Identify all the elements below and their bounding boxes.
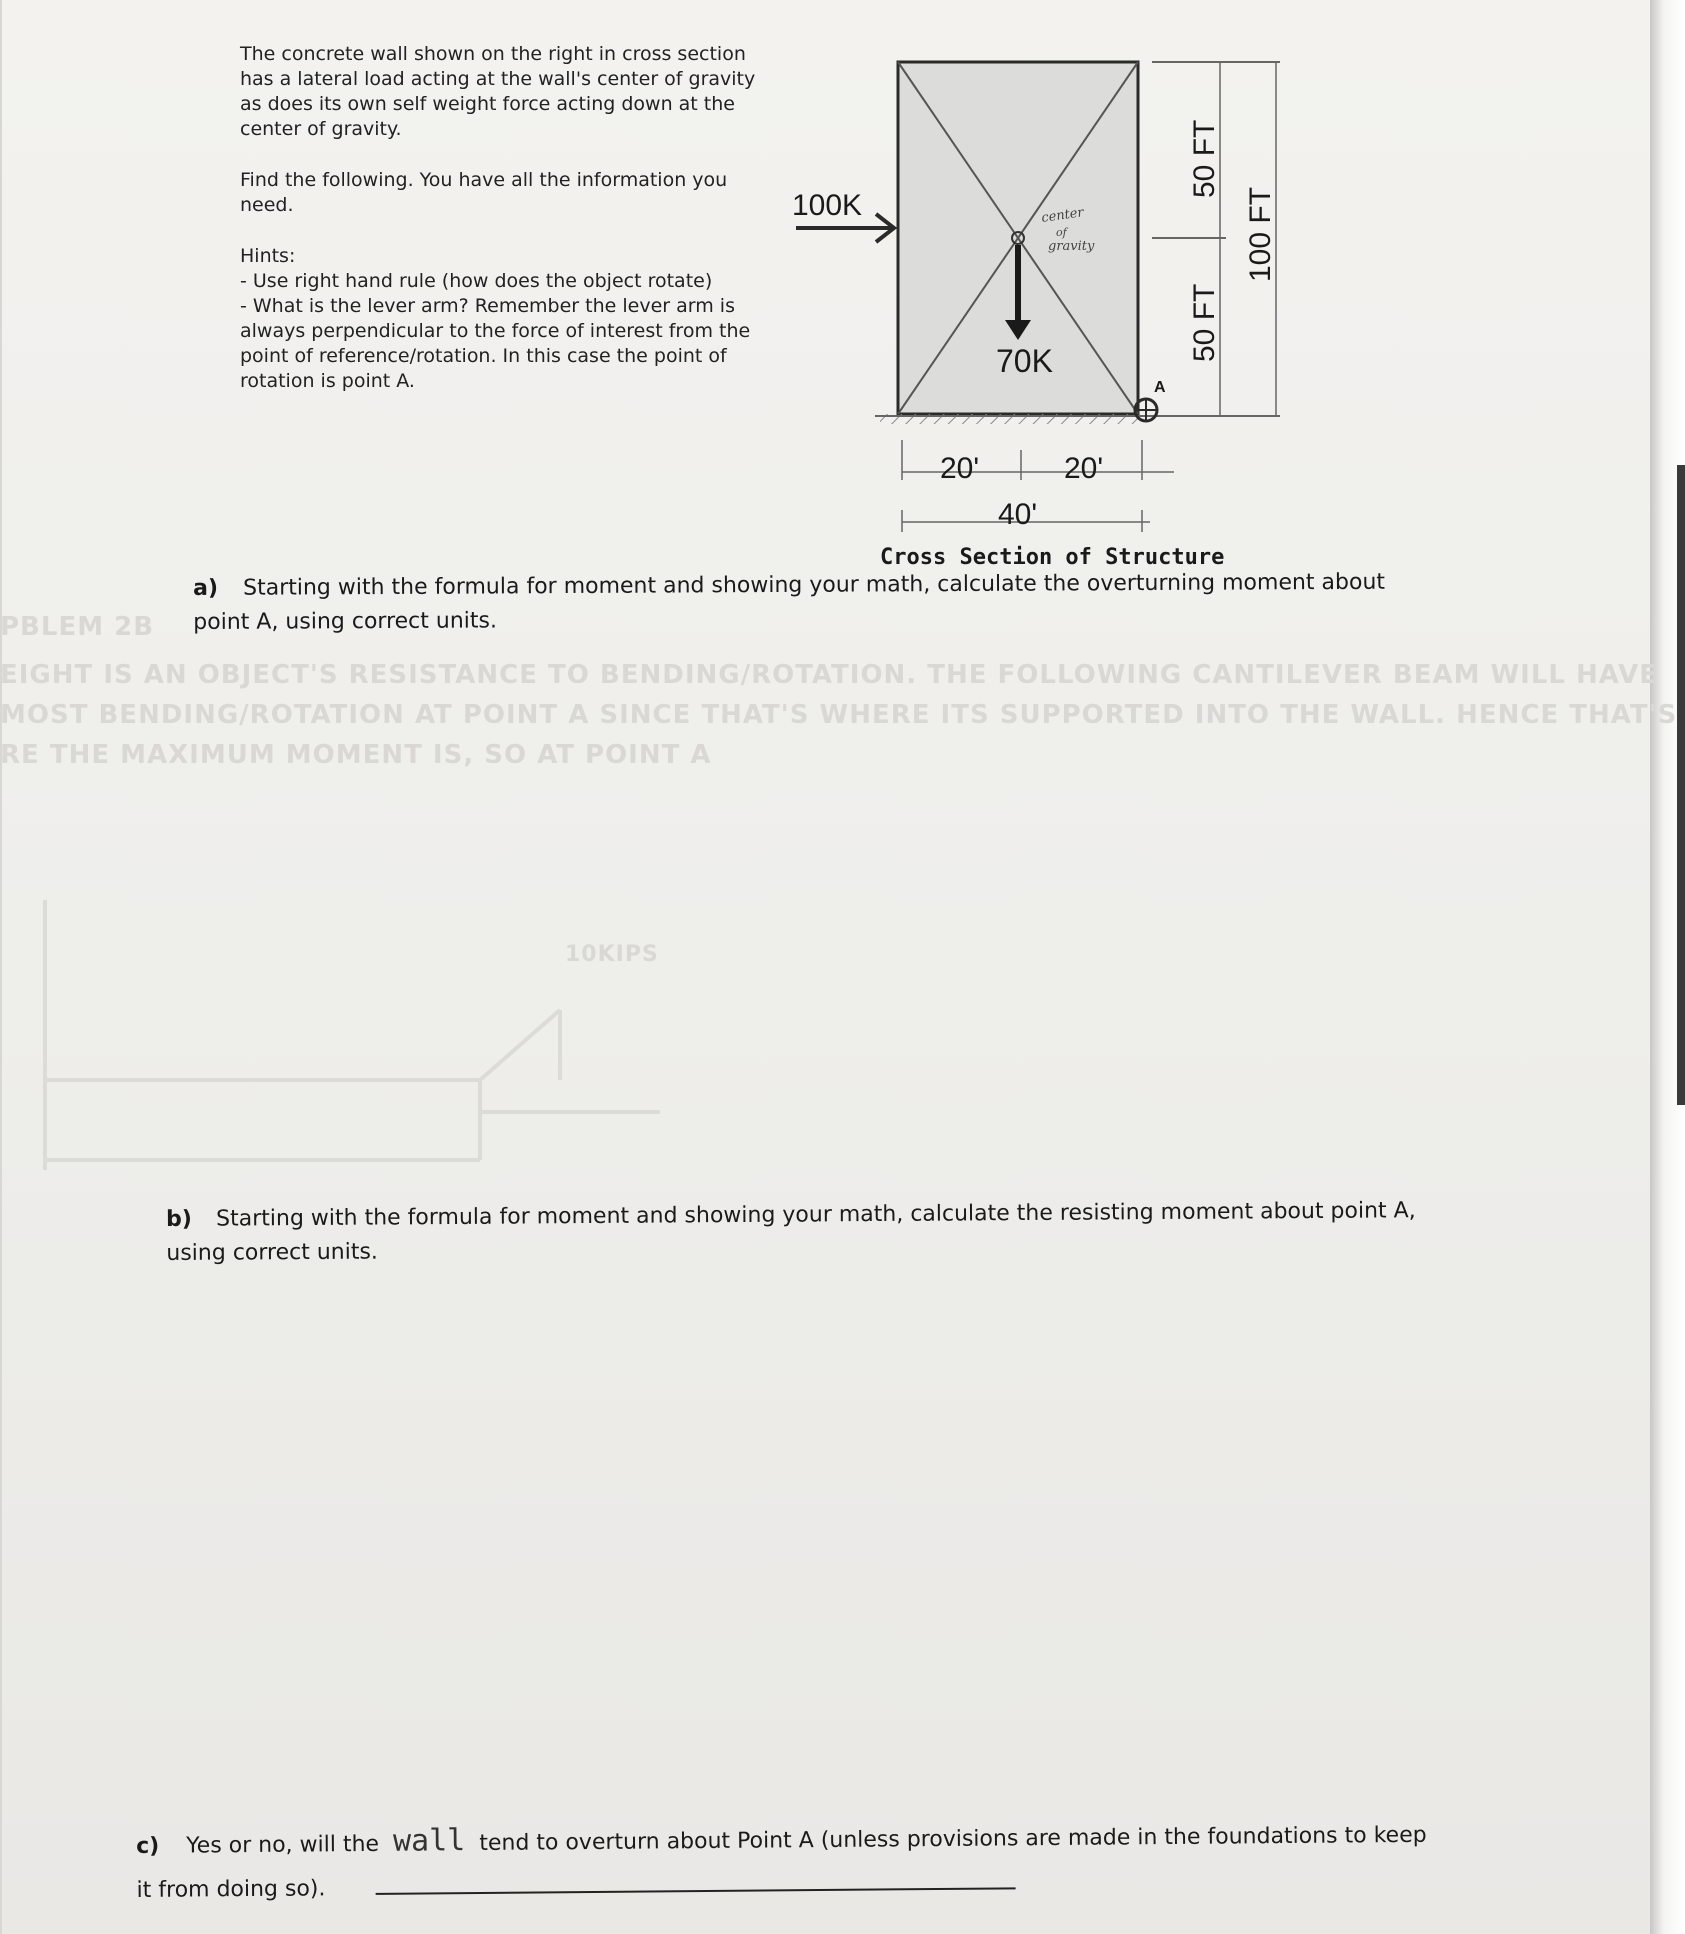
- question-c-text-before: Yes or no, will the: [186, 1831, 380, 1859]
- instructions: Find the following. You have all the information you need.: [240, 169, 728, 216]
- show-through-text: 10KIPS: [565, 942, 659, 967]
- question-c-text-after: tend to overturn about Point A (unless provisions are made in the foundations to keep it from doing so).: [136, 1822, 1427, 1903]
- total-height-label: 100 FT: [1244, 186, 1277, 282]
- question-c-filled-word: wall: [392, 1823, 466, 1859]
- question-c-letter: c): [136, 1833, 160, 1859]
- point-a-label: A: [1154, 379, 1166, 396]
- show-through-sketch: [20, 880, 660, 1180]
- question-b: [166, 1194, 1446, 1271]
- hint-lever-arm: - What is the lever arm? Remember the lever arm is always perpendicular to the force of interest from the point of reference/rotation. In this case the point of rotation is point A.: [240, 295, 751, 392]
- show-through-text: RE THE MAXIMUM MOMENT IS, SO AT POINT A: [0, 740, 712, 770]
- self-weight-label: 70K: [996, 343, 1053, 379]
- center-of-gravity-label: center: [1040, 205, 1085, 226]
- hint-right-hand-rule: - Use right hand rule (how does the object rotate): [240, 270, 713, 292]
- question-b-letter: b): [166, 1206, 193, 1232]
- question-a-text: Starting with the formula for moment and showing your math, calculate the overturning moment about point A, using correct units.: [193, 569, 1386, 635]
- intro-paragraph: The concrete wall shown on the right in cross section has a lateral load acting at the wall's center of gravity as does its own self weight force acting down at the center of gravity.: [240, 43, 756, 140]
- show-through-text: PBLEM 2B: [0, 612, 155, 642]
- question-c: [136, 1811, 1437, 1913]
- show-through-text: EIGHT IS AN OBJECT'S RESISTANCE TO BENDING/ROTATION. THE FOLLOWING CANTILEVER BEAM WILL HAVE: [0, 660, 1659, 690]
- center-of-gravity-label: of: [1056, 226, 1067, 239]
- page-edge-shadow: [1677, 465, 1685, 1105]
- hints-title: Hints:: [240, 245, 296, 267]
- center-of-gravity-label: gravity: [1048, 239, 1095, 254]
- question-b-text: Starting with the formula for moment and showing your math, calculate the resisting moment about point A, using correct units.: [166, 1198, 1416, 1266]
- question-a: [193, 566, 1393, 640]
- right-half-width-label: 20': [1064, 452, 1104, 485]
- show-through-text: MOST BENDING/ROTATION AT POINT A SINCE THAT'S WHERE ITS SUPPORTED INTO THE WALL. HENCE THAT'S: [0, 700, 1678, 730]
- lateral-load-label: 100K: [792, 189, 863, 222]
- upper-height-label: 50 FT: [1188, 119, 1221, 198]
- question-a-letter: a): [193, 575, 219, 601]
- figure-caption: Cross Section of Structure: [880, 545, 1225, 570]
- left-half-width-label: 20': [940, 452, 980, 485]
- total-width-label: 40': [998, 498, 1038, 531]
- question-c-answer-line[interactable]: [375, 1861, 1015, 1895]
- lower-height-label: 50 FT: [1188, 283, 1221, 362]
- problem-statement: [240, 42, 760, 394]
- cross-section-diagram: [780, 40, 1320, 580]
